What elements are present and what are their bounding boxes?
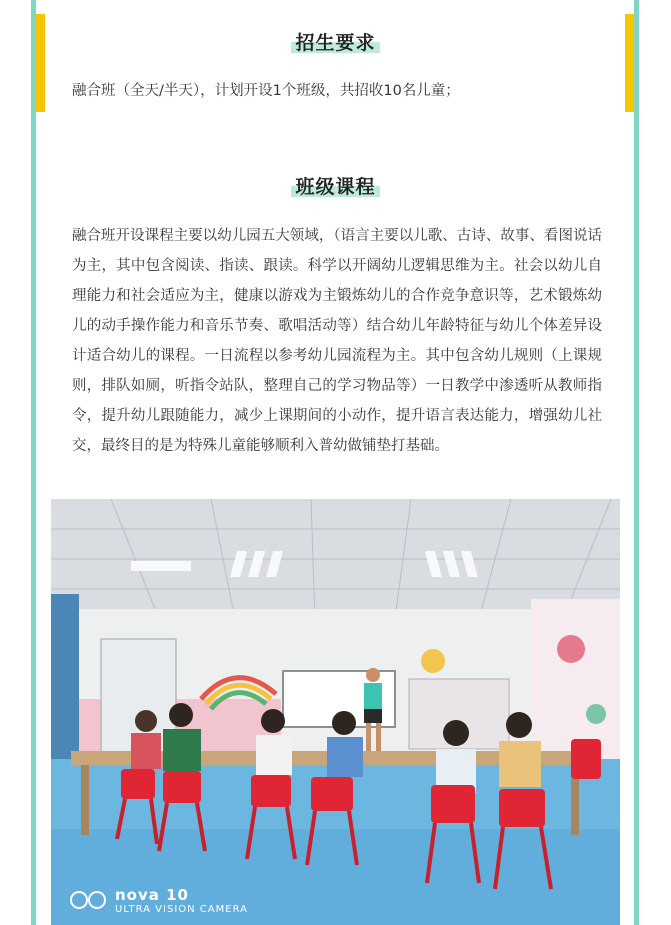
left-frame-border [31,0,36,925]
section-title: 招生要求 [291,28,379,55]
camera-brand: nova 10 [115,886,189,904]
curriculum-paragraph: 融合班开设课程主要以幼儿园五大领域，（语言主要以儿歌、古诗、故事、看图说话为主，其中包含阅读、指读、跟读。科学以开阔幼儿逻辑思维为主。社会以幼儿自理能力和社会适应为主，健康以游戏为主锻炼幼儿的合作竞争意识等，艺术锻炼幼儿的动手操作能力和音乐节奏、歌唱活动等）结合幼儿年龄特征与幼儿个体差异设计适合幼儿的课程。一日流程以参考幼儿园流程为主。其中包含幼儿规则（上课规则，排队如厕，听指令站队，整理自己的学习物品等）一日教学中渗透听从教师指令，提升幼儿跟随能力，减少上课期间的小动作，提升语言表达能力，增强幼儿社交，最终目的是为特殊儿童能够顺利入普幼做铺垫打基础。 [72,228,602,454]
camera-caption: ULTRA VISION CAMERA [115,904,248,915]
camera-rings-icon [69,890,109,910]
section-heading-curriculum [0,172,671,199]
enrollment-paragraph: 融合班（全天/半天），计划开设1个班级，共招收10名儿童； [72,83,460,99]
camera-watermark [69,886,248,915]
classroom-illustration [51,499,620,925]
section-title: 班级课程 [291,172,379,199]
right-frame-border [634,0,639,925]
section-heading-enrollment [0,28,671,55]
classroom-photo [51,499,620,925]
